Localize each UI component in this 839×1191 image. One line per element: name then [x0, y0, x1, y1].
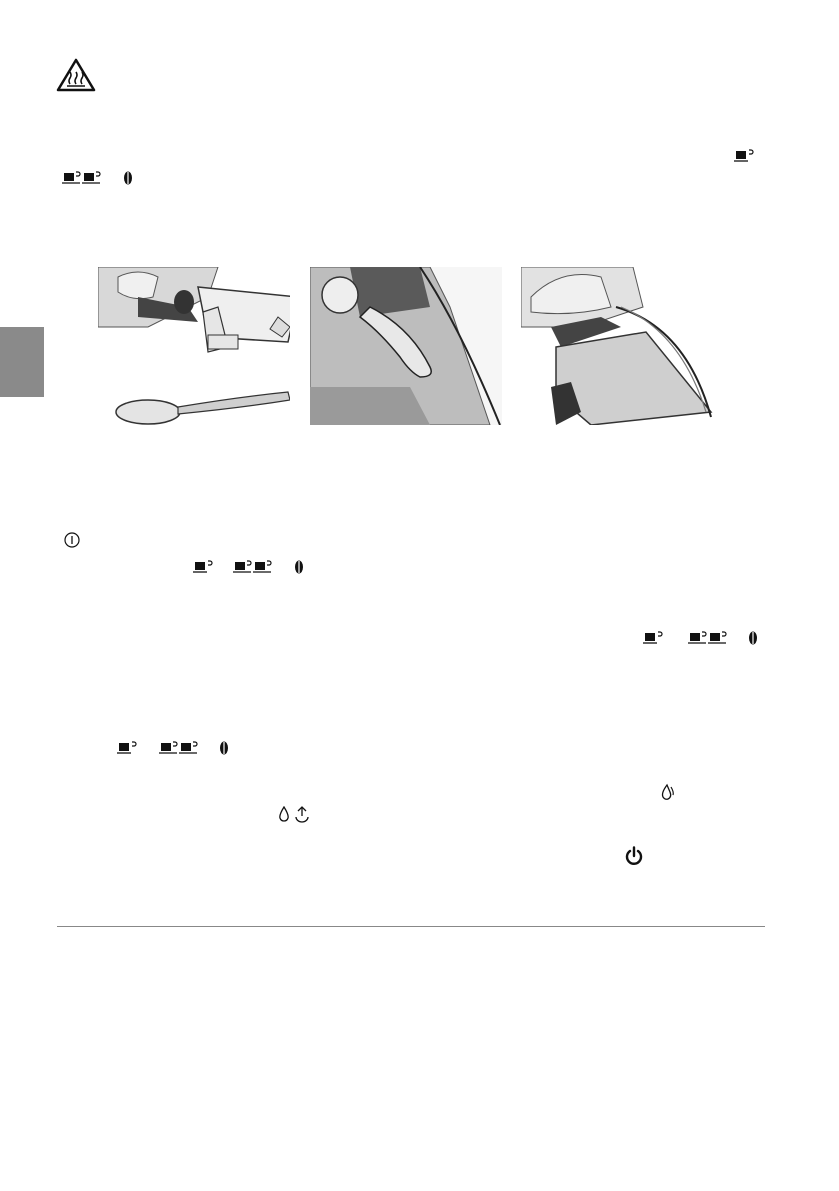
double-espresso-cup-icon — [159, 740, 199, 756]
water-drop-icon — [660, 783, 676, 801]
single-espresso-cup-icon — [193, 559, 213, 575]
info-icon — [64, 532, 80, 548]
double-espresso-cup-icon — [62, 170, 102, 186]
coffee-bean-icon — [747, 630, 759, 646]
filter-holder-illustration — [98, 267, 290, 425]
coffee-bean-icon — [293, 559, 305, 575]
single-espresso-cup-icon — [734, 148, 754, 164]
section-divider — [57, 926, 765, 927]
descale-icon — [292, 805, 312, 823]
single-espresso-cup-icon — [117, 740, 137, 756]
double-espresso-cup-icon — [233, 559, 273, 575]
coffee-bean-icon — [122, 170, 134, 186]
water-drop-icon — [278, 806, 290, 822]
coffee-bean-icon — [218, 740, 230, 756]
steam-wand-illustration — [310, 267, 502, 425]
hot-surface-warning-icon — [56, 58, 96, 92]
frother-illustration — [521, 267, 713, 425]
power-icon — [625, 846, 643, 866]
double-espresso-cup-icon — [688, 630, 728, 646]
section-tab — [0, 327, 44, 397]
single-espresso-cup-icon — [643, 630, 663, 646]
